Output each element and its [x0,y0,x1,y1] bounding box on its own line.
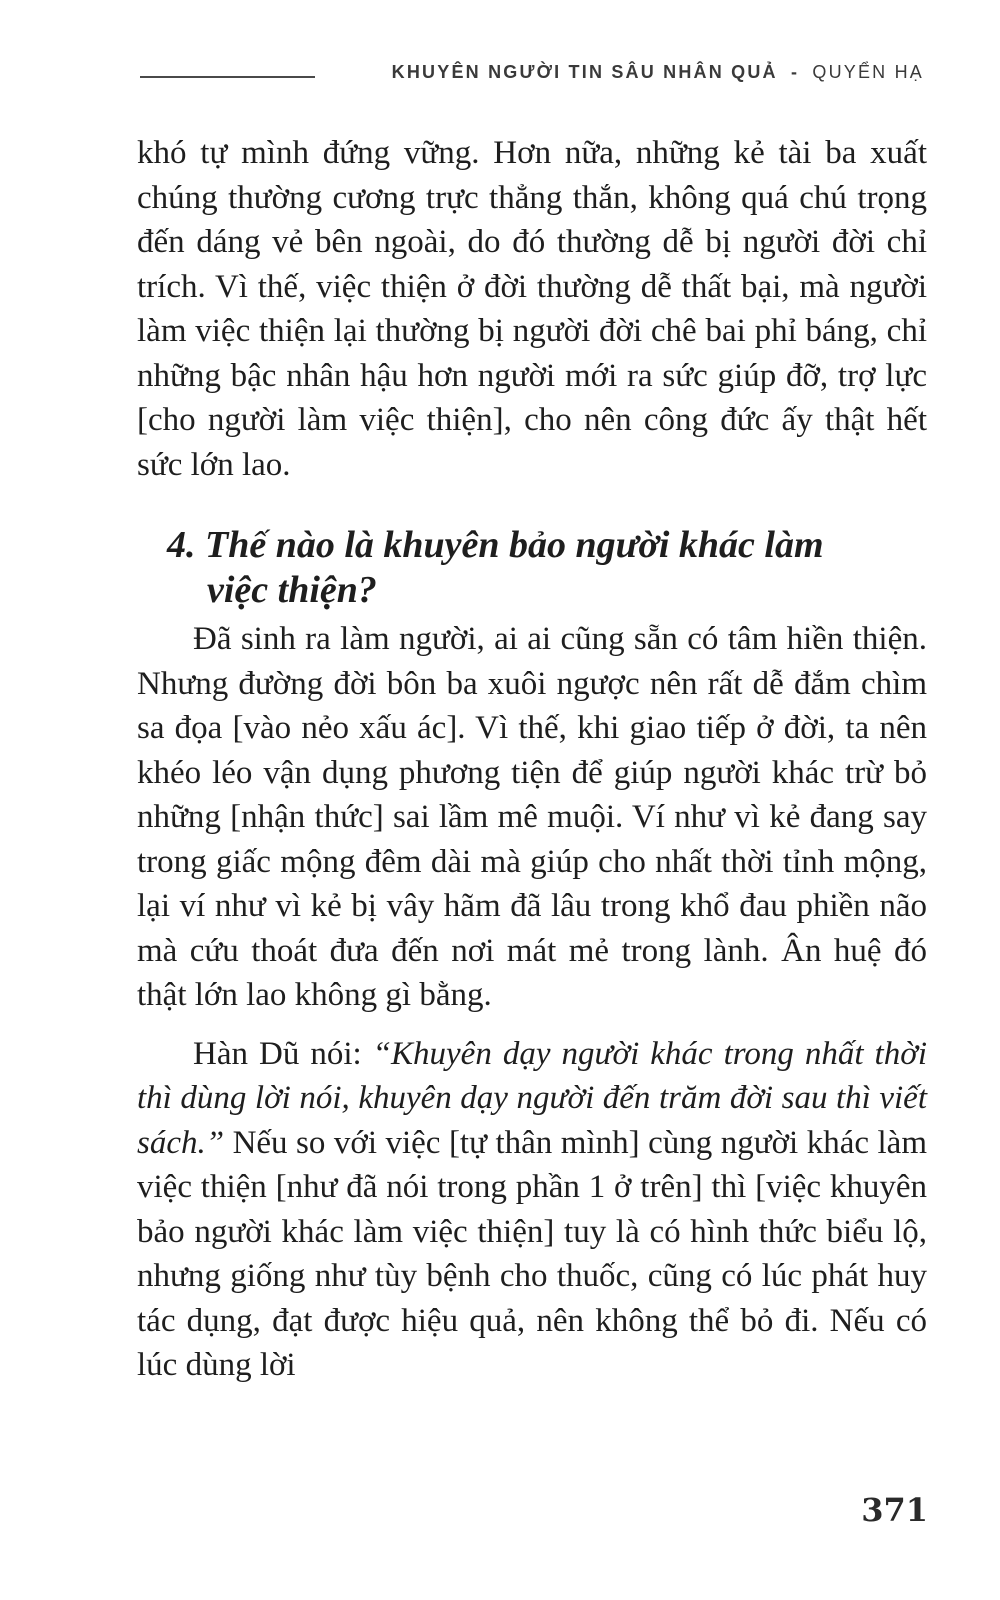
paragraph-gap [137,1018,927,1032]
section-heading-line-2: việc thiện? [207,569,377,611]
paragraph-3 [137,1032,927,1388]
paragraph-2: Đã sinh ra làm người, ai ai cũng sẵn có tâm hiền thiện. Nhưng đường đời bôn ba xuôi ngược nên rất dễ đắm chìm sa đọa [vào nẻo xấu ác]. Vì thế, khi giao tiếp ở đời, ta nên khéo léo vận dụng phương tiện để giúp người khác trừ bỏ những [nhận thức] sai lầm mê muội. Ví như vì kẻ đang say trong giấc mộng đêm dài mà giúp cho nhất thời tỉnh mộng, lại ví như vì kẻ bị vây hãm đã lâu trong khổ đau phiền não mà cứu thoát đưa đến nơi mát mẻ trong lành. Ân huệ đó thật lớn lao không gì bằng. [137,621,927,1013]
header-separator: - [790,62,800,82]
paragraph-continued: khó tự mình đứng vững. Hơn nữa, những kẻ tài ba xuất chúng thường cương trực thẳng thắn, không quá chú trọng đến dáng vẻ bên ngoài, do đó thường dễ bị người đời chỉ trích. Vì thế, việc thiện ở đời thường dễ thất bại, mà người làm việc thiện lại thường bị người đời chê bai phỉ báng, chỉ những bậc nhân hậu hơn người mới ra sức giúp đỡ, trợ lực [cho người làm việc thiện], cho nên công đức ấy thật hết sức lớn lao. [137,135,927,483]
book-title: KHUYÊN NGƯỜI TIN SÂU NHÂN QUẢ [391,62,778,82]
volume-label: QUYỂN HẠ [812,62,924,82]
section-heading-line-1: 4. Thế nào là khuyên bảo người khác làm [167,524,824,566]
paragraph-3-rest: Nếu so với việc [tự thân mình] cùng người khác làm việc thiện [như đã nói trong phần 1 ở trên] thì [việc khuyên bảo người khác làm việc thiện] tuy là có hình thức biểu lộ, nhưng giống như tùy bệnh cho thuốc, cũng có lúc phát huy tác dụng, đạt được hiệu quả, nên không thể bỏ đi. Nếu có lúc dùng lời [137,1124,927,1383]
header-text [392,62,924,83]
section-heading [137,523,927,613]
paragraph-3-lead: Hàn Dũ nói: [193,1035,373,1072]
running-header [0,62,1000,92]
han-du-quote: “Khuyên dạy người khác trong nhất thời thì dùng lời nói, khuyên dạy người đến trăm đời sau thì viết sách.” [137,1035,927,1161]
header-rule [140,76,315,78]
page-body [137,131,927,1388]
page-number: 371 [861,1491,928,1529]
